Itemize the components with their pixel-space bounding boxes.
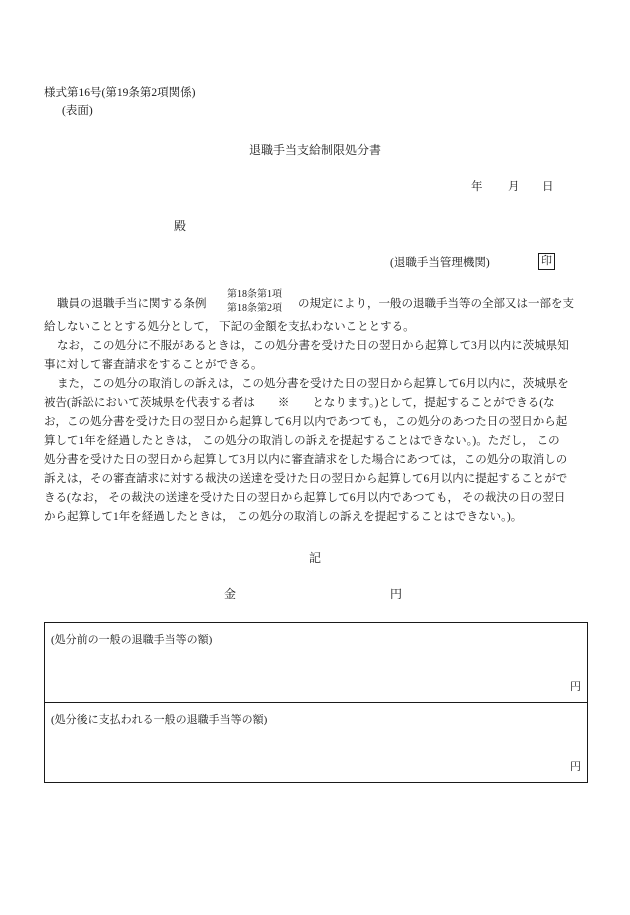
amount-after-box — [44, 702, 588, 783]
paragraph-2-line-1: なお，この処分に不服があるときは，この処分書を受けた日の翌日から起算して3月以内に茨城県知 — [57, 340, 569, 352]
paragraph-3-line-1: また，この処分の取消しの訴えは，この処分書を受けた日の翌日から起算して6月以内に，茨城県を — [57, 378, 569, 390]
article-choice — [227, 288, 282, 316]
amount-after-label: (処分後に支払われる一般の退職手当等の額) — [51, 714, 268, 726]
ki-heading: 記 — [308, 551, 321, 565]
addressee-suffix: 殿 — [174, 219, 187, 233]
amount-before-yen: 円 — [570, 681, 581, 693]
amount-before-box — [44, 622, 588, 703]
date-year: 年 — [471, 181, 483, 193]
document-title: 退職手当支給制限処分書 — [248, 143, 381, 157]
paragraph-1-continuation: の規定により，一般の退職手当等の全部又は一部を支 — [298, 298, 574, 310]
paragraph-3-line-6: 訴えは，その審査請求に対する裁決の送達を受けた日の翌日から起算して6月以内に提起することがで — [44, 473, 568, 485]
paragraph-3-line-4: 算して1年を経過したときは， この処分の取消しの訴えを提起することはできない。)。ただし， この — [44, 435, 560, 447]
issuing-authority: (退職手当管理機関) — [390, 257, 490, 269]
amount-kin-label: 金 — [224, 587, 237, 601]
ordinance-reference: 職員の退職手当に関する条例 — [57, 298, 207, 310]
paragraph-3-line-5: 処分書を受けた日の翌日から起算して3月以内に審査請求をした場合にあつては，この処分の取消しの — [44, 454, 568, 466]
paragraph-1-line-2: 給しないこととする処分として， 下記の金額を支払わないこととする。 — [44, 321, 415, 333]
paragraph-2-line-2: 事に対して審査請求をすることができる。 — [44, 359, 263, 371]
date-day: 日 — [542, 181, 554, 193]
form-number: 様式第16号(第19条第2項関係) — [44, 87, 196, 99]
amount-yen-label: 円 — [390, 587, 403, 601]
side-label: (表面) — [62, 105, 93, 117]
paragraph-3-line-7: きる(なお， その裁決の送達を受けた日の翌日から起算して6月以内であつても， その裁決の日の翌日 — [44, 492, 566, 504]
date-month: 月 — [508, 181, 520, 193]
amount-before-label: (処分前の一般の退職手当等の額) — [51, 634, 213, 646]
paragraph-3-line-2: 被告(訴訟において茨城県を代表する者は ※ となります。)として，提起することができる(な — [44, 397, 555, 409]
paragraph-1-line-1 — [44, 289, 590, 314]
paragraph-3-line-3: お，この処分書を受けた日の翌日から起算して6月以内であつても，この処分のあつた日の翌日から起 — [44, 416, 568, 428]
paragraph-3-line-8: から起算して1年を経過したときは， この処分の取消しの訴えを提起することはできない。)。 — [44, 511, 523, 523]
article-option-2: 第18条第2項 — [227, 303, 282, 314]
amount-after-yen: 円 — [570, 761, 581, 773]
article-option-1: 第18条第1項 — [227, 289, 282, 300]
seal-mark: 印 — [538, 253, 555, 270]
